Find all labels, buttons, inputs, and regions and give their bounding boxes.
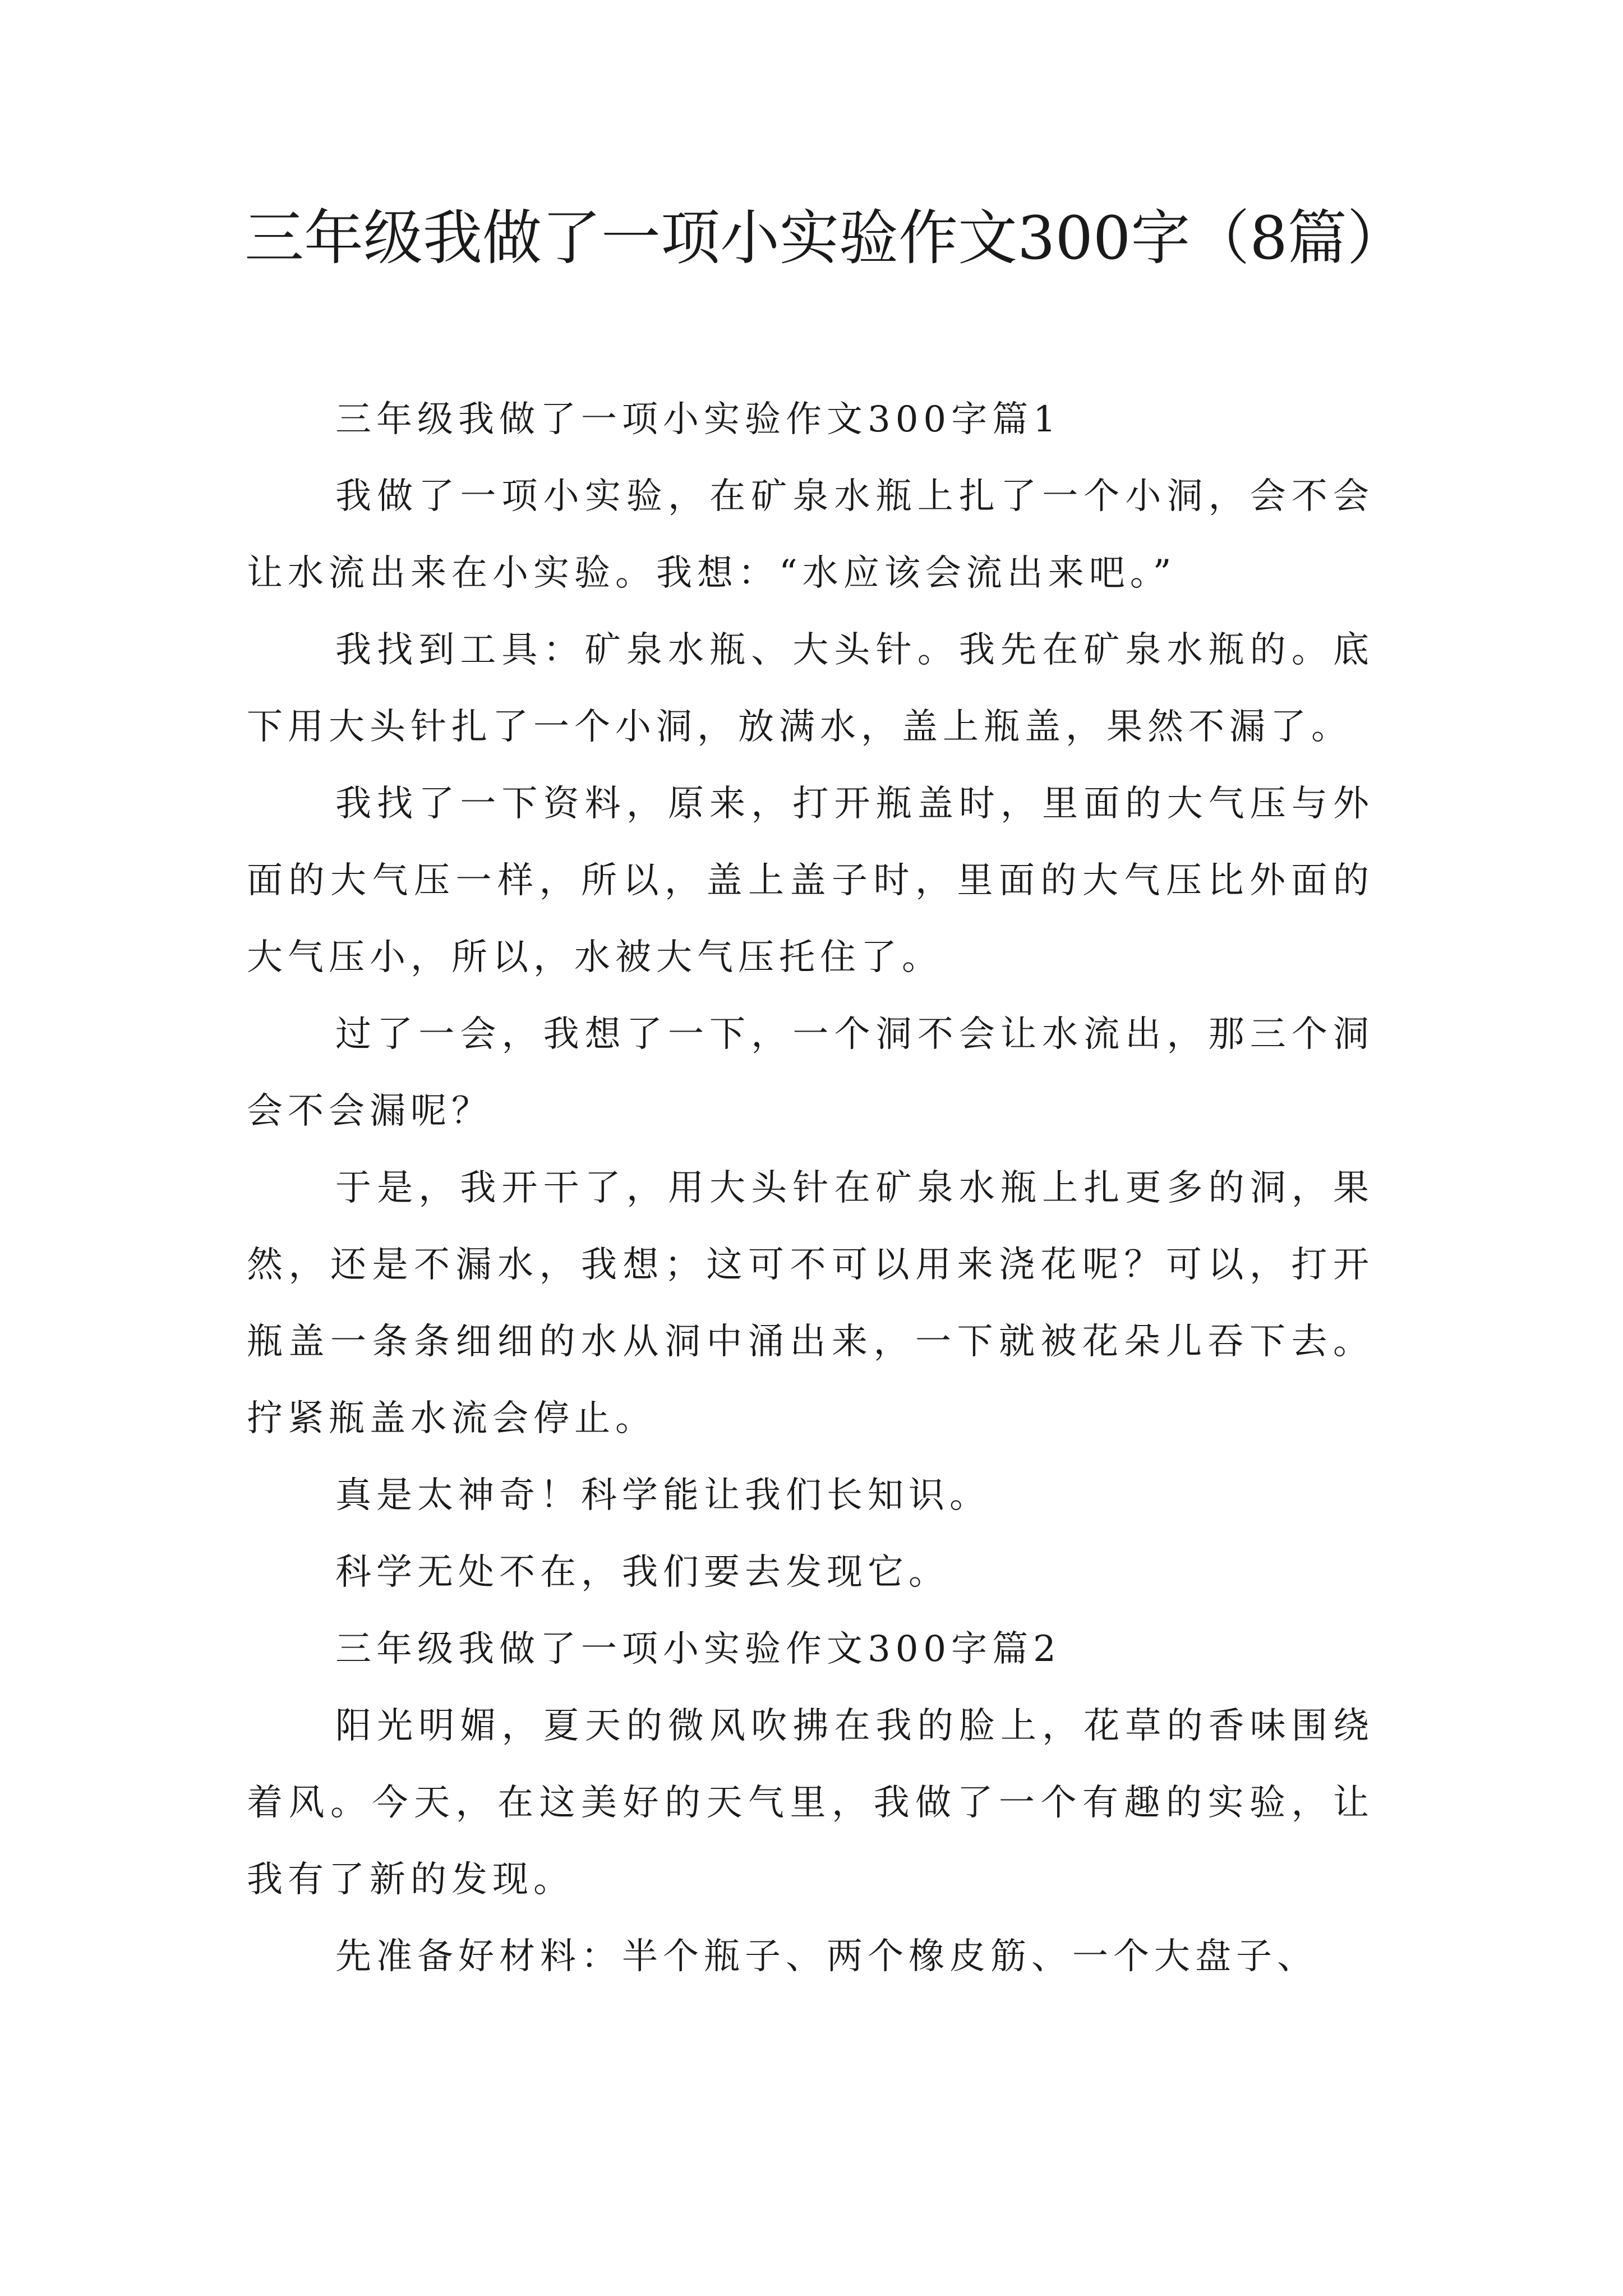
document-body	[247, 381, 1374, 1995]
paragraph: 于是，我开干了，用大头针在矿泉水瓶上扎更多的洞，果然，还是不漏水，我想；这可不可以用来浇花呢？可以，打开瓶盖一条条细细的水从洞中涌出来，一下就被花朵儿吞下去。拧紧瓶盖水流会停止。	[247, 1167, 1374, 1439]
document-title: 三年级我做了一项小实验作文300字（8篇）	[245, 204, 1407, 273]
paragraph: 我找了一下资料，原来，打开瓶盖时，里面的大气压与外面的大气压一样，所以，盖上盖子时，里面的大气压比外面的大气压小，所以，水被大气压托住了。	[247, 783, 1374, 978]
paragraph: 我做了一项小实验，在矿泉水瓶上扎了一个小洞，会不会让水流出来在小实验。我想：“水应该会流出来吧。”	[247, 476, 1374, 594]
paragraph: 过了一会，我想了一下，一个洞不会让水流出，那三个洞会不会漏呢？	[247, 1014, 1374, 1132]
paragraph: 科学无处不在，我们要去发现它。	[335, 1552, 949, 1593]
paragraph: 阳光明媚，夏天的微风吹拂在我的脸上，花草的香味围绕着风。今天，在这美好的天气里，我做了一个有趣的实验，让我有了新的发现。	[247, 1705, 1374, 1901]
paragraph: 我找到工具：矿泉水瓶、大头针。我先在矿泉水瓶的。底下用大头针扎了一个小洞，放满水，盖上瓶盖，果然不漏了。	[247, 629, 1374, 748]
section-heading: 三年级我做了一项小实验作文300字篇1	[335, 399, 1061, 440]
paragraph: 真是太神奇！科学能让我们长知识。	[335, 1475, 990, 1516]
section-heading: 三年级我做了一项小实验作文300字篇2	[335, 1628, 1061, 1670]
paragraph: 先准备好材料：半个瓶子、两个橡皮筋、一个大盘子、	[335, 1936, 1318, 1977]
